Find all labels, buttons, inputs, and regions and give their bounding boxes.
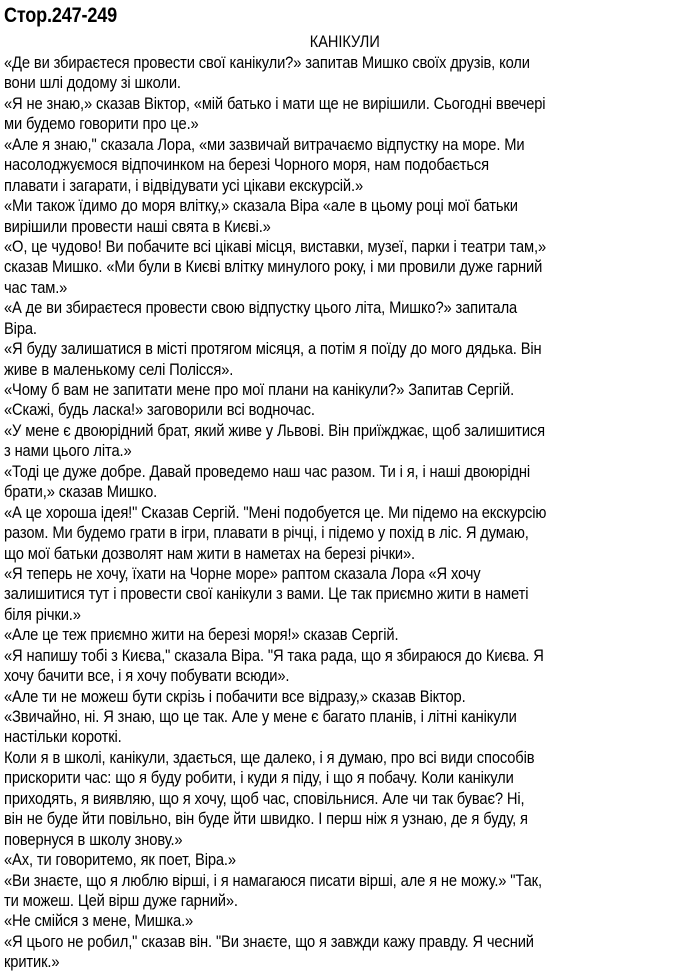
text-line: Віра. [4, 318, 37, 338]
text-line: «Але ти не можеш бути скрізь і побачити все відразу,» сказав Віктор. [4, 686, 466, 706]
story-title [0, 33, 690, 52]
text-line: «О, це чудово! Ви побачите всі цікаві місця, виставки, музеї, парки і театри там,» [4, 236, 547, 256]
watermark: ​ [144, 32, 156, 43]
text-line: «Скажі, будь ласка!» заговорили всі водночас. [4, 400, 315, 420]
text-line: ми будемо говорити про це.» [4, 114, 199, 134]
text-line: «А де ви збираєтеся провести свою відпустку цього літа, Мишко?» запитала [4, 298, 518, 318]
text-line: прискорити час: що я буду робити, і куди я піду, і що я побачу. Коли канікули [4, 768, 514, 788]
text-line: «Я буду залишатися в місті протягом місяця, а потім я поїду до мого дядька. Він [4, 339, 542, 359]
text-line: сказав Мишко. «Ми були в Києві влітку минулого року, і ми провили дуже гарний [4, 257, 543, 277]
text-line: «Я цього не робил," сказав він. "Ви знаєте, що я завжди кажу правду. Я чесний [4, 931, 534, 951]
text-line: живе в маленькому селі Полісся». [4, 359, 234, 379]
text-line: «Де ви збираєтеся провести свої канікули?» запитав Мишко своїх друзів, коли [4, 53, 530, 72]
text-line: вони шлі додому зі школи. [4, 73, 181, 93]
text-line: «Звичайно, ні. Я знаю, що це так. Але у мене є багато планів, і літні канікули [4, 707, 517, 726]
text-line: «Ах, ти говоритемо, як поет, Віра.» [4, 850, 236, 870]
text-line: з нами цього літа.» [4, 441, 132, 461]
text-line: «Але я знаю," сказала Лора, «ми зазвичай витрачаємо відпустку на море. Ми [4, 134, 525, 154]
text-line: «Чому б вам не запитати мене про мої плани на канікули?» Запитав Сергій. [4, 380, 515, 399]
story-body [4, 53, 688, 973]
text-line: настільки короткі. [4, 727, 122, 747]
text-line: «А це хороша ідея!" Сказав Сергій. "Мені подобуется це. Ми підемо на екскурсію [4, 502, 547, 522]
text-line: ти можеш. Цей вірш дуже гарний». [4, 890, 238, 910]
text-line: що мої батьки дозволят нам жити в наметах на березі річки». [4, 543, 416, 563]
text-line: «Тоді це дуже добре. Давай проведемо наш час разом. Ти і я, і наші двоюрідні [4, 461, 531, 481]
text-line: «Але це теж приємно жити на березі моря!» сказав Сергій. [4, 625, 399, 645]
text-line: залишитися тут і провести свої канікули з вами. Це так приємно жити в наметі [4, 584, 529, 604]
text-line: час там.» [4, 277, 68, 297]
story-title-text: КАНІКУЛИ [309, 33, 380, 51]
text-line: повернуся в школу знову.» [4, 829, 183, 849]
text-line: брати,» сказав Мишко. [4, 482, 158, 502]
text-line: критик.» [4, 952, 60, 972]
text-line: «У мене є двоюрідний брат, який живе у Львові. Він приїжджає, щоб залишитися [4, 420, 545, 440]
text-line: плавати і загарати, і відвідувати усі цікави екскурсій.» [4, 175, 364, 195]
text-line: «Ми також їдимо до моря влітку,» сказала Віра «але в цьому році мої батьки [4, 196, 518, 216]
text-line: разом. Ми будемо грати в ігри, плавати в річці, і підемо у похід в ліс. Я думаю, [4, 523, 529, 543]
text-line: «Ви знаєте, що я люблю вірші, і я намагаюся писати вірші, але я не можу.» "Так, [4, 870, 542, 890]
text-line: насолоджуємося відпочинком на березі Чорного моря, нам подобається [4, 155, 489, 175]
text-line: вирішили провести наші свята в Києві.» [4, 216, 271, 236]
text-line: «Я не знаю,» сказав Віктор, «мій батько і мати ще не вирішили. Сьогодні ввечері [4, 93, 546, 113]
text-line: приходять, я виявляю, що я хочу, щоб час, сповільнися. Але чи так буває? Ні, [4, 788, 525, 808]
text-line: він не буде йти повільно, він буде йти швидко. І перш ніж я узнаю, де я буду, я [4, 809, 528, 829]
text-line: «Не смійся з мене, Мишка.» [4, 911, 194, 931]
page-reference-header: Стор.247-249 [4, 4, 117, 27]
text-line: біля річки.» [4, 604, 81, 624]
text-line: хочу бачити все, і я хочу побувати всюди». [4, 666, 290, 686]
text-line: «Я теперь не хочу, їхати на Чорне море» раптом сказала Лора «Я хочу [4, 563, 481, 583]
text-line: «Я напишу тобі з Києва," сказала Віра. "Я така рада, що я збираюся до Києва. Я [4, 645, 544, 665]
text-line: Коли я в школі, канікули, здається, ще далеко, і я думаю, про всі види способів [4, 747, 535, 767]
